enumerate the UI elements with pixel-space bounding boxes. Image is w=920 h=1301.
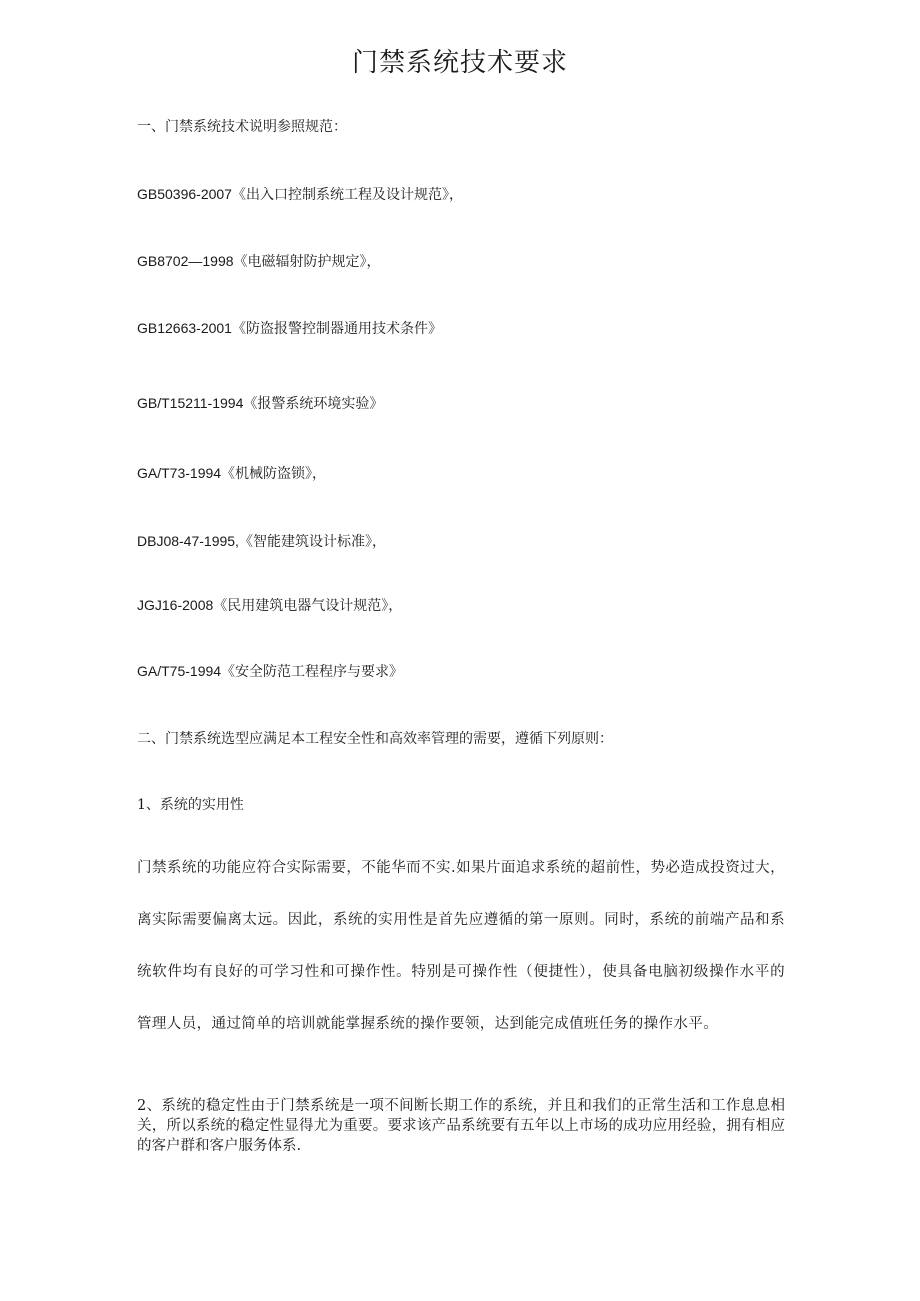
reference-item: GA/T73-1994《机械防盗锁》， bbox=[137, 465, 327, 481]
reference-item: GB12663-2001《防盗报警控制器通用技术条件》 bbox=[137, 320, 442, 336]
reference-item: DBJ08-47-1995,《智能建筑设计标准》， bbox=[137, 533, 386, 549]
reference-item: GB/T15211-1994《报警系统环境实验》 bbox=[137, 395, 384, 411]
item2-paragraph: 2、系统的稳定性由于门禁系统是一项不间断长期工作的系统，并且和我们的正常生活和工作息息相关，所以系统的稳定性显得尤为重要。要求该产品系统要有五年以上市场的成功应用经验，拥有相应的客户群和客户服务体系. bbox=[137, 1098, 785, 1154]
item1-paragraph: 门禁系统的功能应符合实际需要，不能华而不实.如果片面追求系统的超前性，势必造成投资过大，离实际需要偏离太远。因此，系统的实用性是首先应遵循的第一原则。同时，系统的前端产品和系统软件均有良好的可学习性和可操作性。特别是可操作性（便捷性），使具备电脑初级操作水平的管理人员，通过简单的培训就能掌握系统的操作要领，达到能完成值班任务的操作水平。 bbox=[137, 860, 785, 1032]
item1-heading: 1、系统的实用性 bbox=[137, 797, 244, 813]
reference-item: GB50396-2007《出入口控制系统工程及设计规范》， bbox=[137, 186, 463, 202]
document-title: 门禁系统技术要求 bbox=[351, 48, 568, 78]
reference-item: JGJ16-2008《民用建筑电器气设计规范》， bbox=[137, 597, 403, 613]
reference-item: GA/T75-1994《安全防范工程程序与要求》 bbox=[137, 663, 404, 679]
section1-heading: 一、门禁系统技术说明参照规范： bbox=[137, 119, 347, 135]
reference-item: GB8702—1998《电磁辐射防护规定》， bbox=[137, 253, 381, 269]
section2-heading: 二、门禁系统选型应满足本工程安全性和高效率管理的需要，遵循下列原则： bbox=[137, 731, 613, 747]
